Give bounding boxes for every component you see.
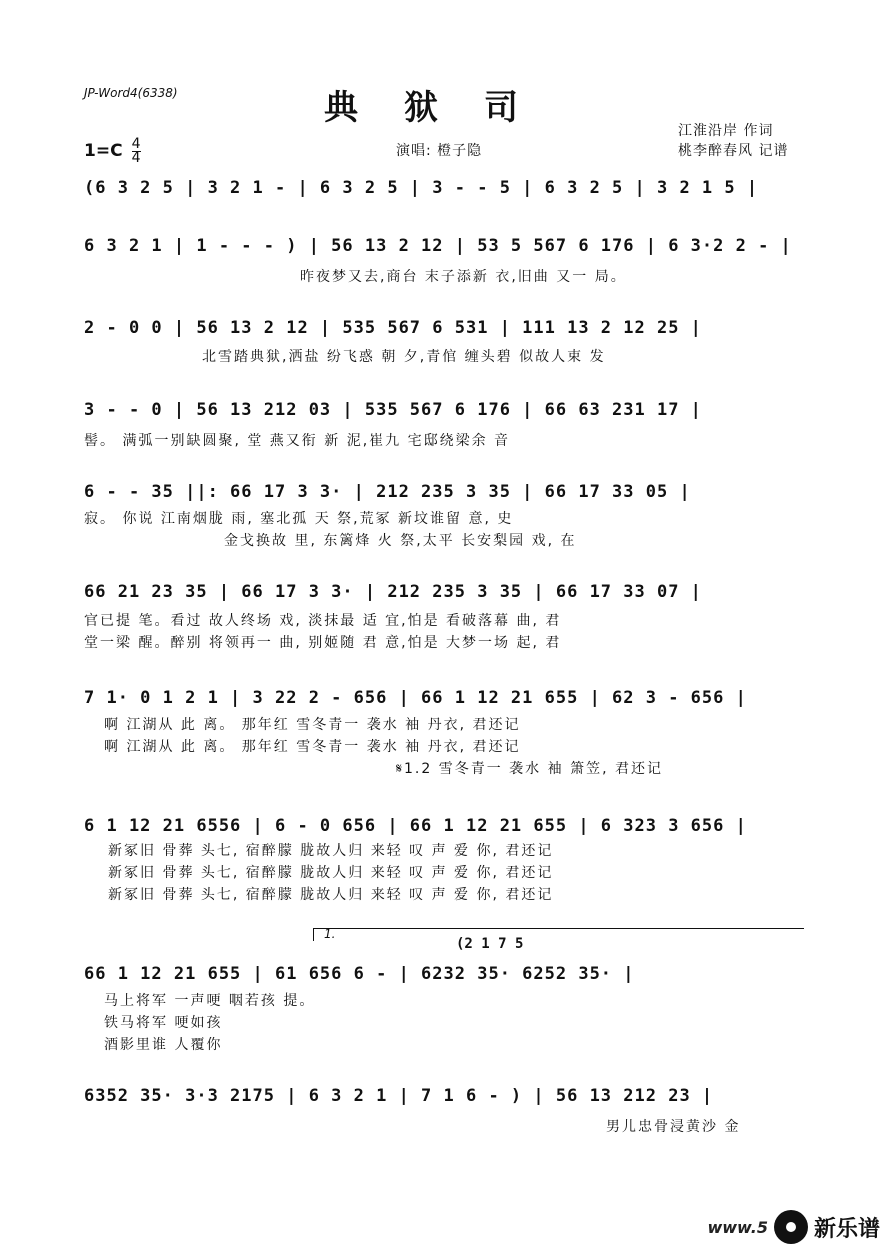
lyric-line-8-3: 新冢旧 骨葬 头七, 宿醉朦 胧故人归 来轻 叹 声 爱 你, 君还记 bbox=[108, 887, 554, 903]
lyric-line-9-2: 铁马将军 哽如孩 bbox=[104, 1015, 223, 1031]
notation-line-3: 2 - 0 0 | 56 13 2 12 | 535 567 6 531 | 111 13 2 12 25 | bbox=[84, 318, 702, 338]
notation-line-5: 6 - - 35 ||: 66 17 3 3· | 212 235 3 35 | 66 17 33 05 | bbox=[84, 482, 691, 502]
source-tag: JP-Word4(6338) bbox=[84, 86, 178, 100]
time-bottom: 4 bbox=[131, 150, 141, 166]
time-signature bbox=[132, 138, 141, 165]
notation-line-6: 66 21 23 35 | 66 17 3 3· | 212 235 3 35 | 66 17 33 07 | bbox=[84, 582, 702, 602]
lyric-line-6-2: 堂一梁 醒。醉别 将领再一 曲, 别姬随 君 意,怕是 大梦一场 起, 君 bbox=[84, 635, 562, 651]
lyricist-credit: 江淮沿岸 作词 bbox=[678, 123, 774, 139]
lyric-line-6-1: 官已提 笔。看过 故人终场 戏, 淡抹最 适 宜,怕是 看破落幕 曲, 君 bbox=[84, 613, 562, 629]
lyric-line-10-1: 男儿忠骨浸黄沙 金 bbox=[606, 1119, 741, 1135]
lyric-line-7-3: 𝄋1.2 雪冬青一 袭水 袖 箫笠, 君还记 bbox=[396, 761, 663, 777]
singer-credit: 演唱: 橙子隐 bbox=[396, 143, 483, 159]
notation-line-2: 6 3 2 1 | 1 - - - ) | 56 13 2 12 | 53 5 567 6 176 | 6 3·2 2 - | bbox=[84, 236, 792, 256]
notation-line-7: 7 1· 0 1 2 1 | 3 22 2 - 656 | 66 1 12 21 655 | 62 3 - 656 | bbox=[84, 688, 747, 708]
volta-bracket bbox=[313, 928, 804, 941]
page-title: 典狱司 bbox=[324, 88, 564, 128]
lyric-line-8-1: 新冢旧 骨葬 头七, 宿醉朦 胧故人归 来轻 叹 声 爱 你, 君还记 bbox=[108, 843, 554, 859]
lyric-line-7-1: 啊 江湖从 此 离。 那年红 雪冬青一 袭水 袖 丹衣, 君还记 bbox=[104, 717, 521, 733]
notation-line-10: 6352 35· 3·3 2175 | 6 3 2 1 | 7 1 6 - ) | 56 13 212 23 | bbox=[84, 1086, 714, 1106]
lyric-line-2-1: 昨夜梦又去,商台 末子添新 衣,旧曲 又一 局。 bbox=[300, 269, 627, 285]
notation-line-8: 6 1 12 21 6556 | 6 - 0 656 | 66 1 12 21 655 | 6 323 3 656 | bbox=[84, 816, 747, 836]
volta-label: 1. bbox=[324, 927, 336, 941]
lyric-line-5-2: 金戈换故 里, 东篱烽 火 祭,太平 长安梨园 戏, 在 bbox=[224, 533, 577, 549]
alternate-notes: (2 1 7 5 bbox=[456, 936, 524, 952]
lyric-line-8-2: 新冢旧 骨葬 头七, 宿醉朦 胧故人归 来轻 叹 声 爱 你, 君还记 bbox=[108, 865, 554, 881]
lyric-line-9-1: 马上将军 一声哽 咽若孩 提。 bbox=[104, 993, 316, 1009]
key-label: 1=C bbox=[84, 141, 123, 161]
time-top: 4 bbox=[131, 136, 141, 152]
transcriber-credit: 桃李醉春风 记谱 bbox=[678, 143, 789, 159]
lyric-line-5-1: 寂。 你说 江南烟胧 雨, 塞北孤 天 祭,荒冢 新坟谁留 意, 史 bbox=[84, 511, 514, 527]
lyric-line-3-1: 北雪踏典狱,洒盐 纷飞惑 朝 夕,青倌 缠头碧 似故人束 发 bbox=[202, 349, 606, 365]
lyric-line-7-2: 啊 江湖从 此 离。 那年红 雪冬青一 袭水 袖 丹衣, 君还记 bbox=[104, 739, 521, 755]
notation-line-4: 3 - - 0 | 56 13 212 03 | 535 567 6 176 | 66 63 231 17 | bbox=[84, 400, 702, 420]
brand-name: 新乐谱 bbox=[813, 1216, 880, 1242]
lyric-line-4-1: 髻。 满弧一别缺圆聚, 堂 燕又衔 新 泥,崔九 宅邸绕梁余 音 bbox=[84, 433, 511, 449]
site-url: www.5 bbox=[707, 1217, 768, 1237]
record-icon bbox=[774, 1210, 808, 1244]
lyric-line-9-3: 酒影里谁 人覆你 bbox=[104, 1037, 223, 1053]
site-logo bbox=[707, 1210, 880, 1244]
notation-line-1: (6 3 2 5 | 3 2 1 - | 6 3 2 5 | 3 - - 5 | 6 3 2 5 | 3 2 1 5 | bbox=[84, 178, 759, 198]
notation-line-9: 66 1 12 21 655 | 61 656 6 - | 6232 35· 6252 35· | bbox=[84, 964, 635, 984]
key-signature bbox=[84, 138, 141, 165]
